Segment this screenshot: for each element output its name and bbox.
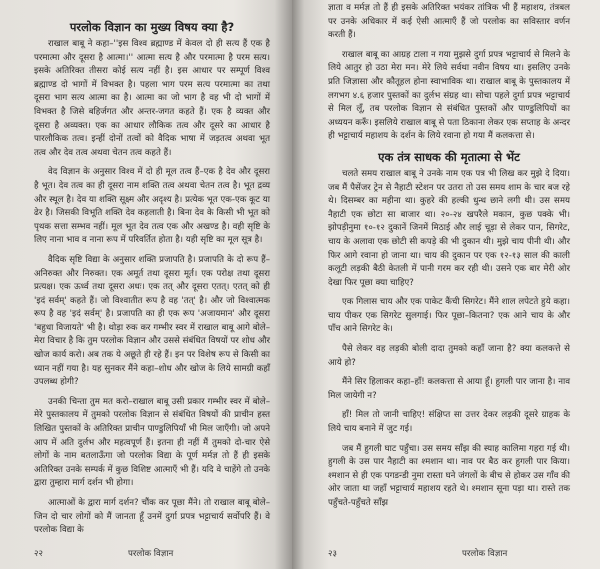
right-page-body [328,2,570,544]
left-page [0,0,292,569]
running-title: परलोक विज्ञान [128,548,174,559]
page-number: २३ [328,548,337,559]
paragraph: वेद विज्ञान के अनुसार विश्व में दो ही मूल तत्व हैं–एक है देव और दूसरा है भूत। देव तत्व का ही दूसरा नाम शक्ति तत्व अथवा चेतन तत्व है। भूत द्रव्य और स्थूल है। देव या शक्ति सूक्ष्म और अदृश्य है। प्रत्येक भूत एक-एक कूट या ढेर है। जिसकी विभूति शक्ति देव कहलाती है। बिना देव के किसी भी भूत को पृथक सत्ता सम्भव नहीं। मूल भूत देव तत्व एक और अखण्ड है। वही सृष्टि के लिए नाना भाव व नाना रूप में परिवर्तित होता है। यही सृष्टि का मूल सूत्र है। [34,167,270,246]
paragraph: मैंने सिर हिलाकर कहा–हाँ! कलकत्ता से आया हूँ। हुगली पार जाना है। नाव मिल जायेगी न? [328,377,570,401]
section-heading: परलोक विज्ञान का मुख्य विषय क्या है? [69,20,235,34]
paragraph: ज्ञाता व मर्मज्ञ तो हैं ही इसके अतिरिक्त भयंकर तांत्रिक भी हैं महाशय, तंत्रबल पर उनके अधिकार में कई ऐसी आत्माएँ हैं जो परलोक का सविस्तार वर्णन करती हैं। [328,3,570,41]
running-title: परलोक विज्ञान [462,548,508,559]
section-heading: एक तंत्र साधक की मृतात्मा से भेंट [378,149,520,164]
paragraph: राखाल बाबू ने कहा–''इस विश्व ब्रह्माण्ड में केवल दो ही सत्य हैं एक है परमात्मा और दूसरा है आत्मा।'' आत्मा सत्य है और परमात्मा है परम सत्य। इसके अतिरिक्त तीसरा कोई सत्य नहीं है। इस आधार पर सम्पूर्ण विश्व ब्रह्माण्ड दो भागों में विभक्त है। पहला भाग परम सत्य परमात्मा का तथा दूसरा भाग सत्य आत्मा का है। आत्मा का जो भाग है वह भी दो भागों में विभक्त है जिसे बहिर्जगत और अन्तर-जगत कहते हैं। एक है व्यक्त और दूसरा है अव्यक्त। एक का आधार लौकिक तत्व और दूसरे का आधार है पारलौकिक तत्व। इन्हीं दोनों तत्वों को वैदिक भाषा में जड़तत्व अथवा भूत तत्व और देव तत्व अथवा चेतन तत्व कहते हैं। [34,39,270,158]
page-footer [34,548,270,561]
paragraph: उनकी चिन्ता तुम मत करो–राखाल बाबू उसी प्रकार गम्भीर स्वर में बोले–मेरे पुस्तकालय में तुमको परलोक विज्ञान से संबंधित विषयों की प्राचीन हस्त लिखित पुस्तकों के अतिरिक्त प्राचीन पाण्डुलिपियाँ भी मिल जाएँगी। जो अपने आप में अति दुर्लभ और महत्वपूर्ण हैं। इतना ही नहीं मैं तुमको दो-चार ऐसे लोगों के नाम बतलाऊँगा जो परलोक विद्या के पूर्ण मर्मज्ञ तो हैं ही इसके अतिरिक्त उनके सम्पर्क में कुछ विशिष्ट आत्माएँ भी हैं। यदि वे चाहेंगे तो उनके द्वारा तुम्हारा मार्ग दर्शन भी होगा। [34,396,270,489]
paragraph: आत्माओं के द्वारा मार्ग दर्शन? चौंक कर पूछा मैंने। तो राखाल बाबू बोले–जिन दो चार लोगों को मैं जानता हूँ उनमें दुर्गा प्रपत्र भट्टाचार्य सर्वोपरि हैं। वे परलोक विद्या के [34,498,270,536]
page-footer [328,548,570,561]
left-page-body [34,18,270,544]
paragraph: हाँ! मिल तो जानी चाहिए! संक्षिप्त सा उत्तर देकर लड़की दूसरे ग्राहक के लिये चाय बनाने में जुट गई। [328,410,570,435]
paragraph: जब मैं हुगली घाट पहुँचा। उस समय साँझ की स्याह कालिमा गहरा गई थी। हुगली के उस पार नैहाटी का श्मशान था। नाव पर बैठ कर हुगली पार किया। श्मशान से ही एक पगडन्डी नुमा रास्ता घने जंगलों के बीच से होकर उस गाँव की ओर जाता था जहाँ भट्टाचार्य महाशय रहते थे। श्मशान सूना पड़ा था। रास्ते तक पहुँचते-पहुँचते साँझ [328,443,570,508]
paragraph: राखाल बाबू का आग्रह टाला न गया मुझसे दुर्गा प्रपत्र भट्टाचार्य से मिलने के लिये आतुर हो उठा मेरा मन। मेरे लिये सर्वथा नवीन विषय था। इसलिए उनके प्रति जिज्ञासा और कौतूहल होना स्वाभाविक था। राखाल बाबू के पुस्तकालय में लगभग ४.६ हजार पुस्तकों का दुर्लभ संग्रह था। सोचा पहले दुर्गा प्रपत्र भट्टाचार्य से मिल लूँ, तब परलोक विज्ञान से संबंधित पुस्तकों और पाण्डुलिपियों का अध्ययन करूँ। इसलिये राखाल बाबू से पता ठिकाना लेकर एक सप्ताह के अन्दर ही भट्टाचार्य महाशय के दर्शन के लिये रवाना हो गया मैं कलकत्ता से। [328,49,570,142]
paragraph: चलते समय राखाल बाबू ने उनके नाम एक पत्र भी लिख कर मुझे दे दिया। जब मैं पैसेंजर ट्रेन से नैहाटी स्टेशन पर उतरा तो उस समय शाम के चार बज रहे थे। दिसम्बर का महीना था। कुहरे की हल्की धुन्ध छाने लगी थी। उस समय नैहाटी एक छोटा सा बाजार था। २०-२४ खपरैले मकान, कुछ पक्के भी। झोपड़ीनुमा १०-१२ दुकानें जिनमें मिठाई और लाई चूड़ा से लेकर पान, सिगरेट, चाय के अलावा एक छोटी सी कपड़े की भी दुकान थी। मुझे चाय पीनी थी। और फिर आगे रवाना हो जाना था। चाय की दुकान पर एक १२-१३ साल की काली कलूटी लड़की बैठी केतली में पानी गरम कर रही थी। उसने एक बार मेरी ओर देखा फिर पूछा क्या चाहिए? [328,168,570,288]
page-number: २२ [34,548,43,559]
paragraph: एक गिलास चाय और एक पाकेट कैंची सिगरेट। मैंने शाल लपेटते हुये कहा। चाय पीकर एक सिगरेट सुलगाई। फिर पूछा–कितना? एक आने चाय के और पाँच आने सिगरेट के। [328,297,570,335]
paragraph: पैसे लेकर वह लड़की बोली दादा तुमको कहाँ जाना है? क्या कलकत्ते से आये हो? [328,344,570,368]
paragraph: वैदिक सृष्टि विद्या के अनुसार शक्ति प्रजापति है। प्रजापति के दो रूप हैं– अनिरुक्त और निरुक्त। एक अमूर्त तथा दूसरा मूर्त। एक परोक्ष तथा दूसरा प्रत्यक्ष। एक ऊर्ध्व तथा दूसरा अधः। एक तत् और दूसरा एतत्। एतत् को ही 'इदं सर्वम्' कहते हैं। जो विश्वातीत रूप है वह 'तत्' है। और जो विश्वात्मक रूप है वह 'इदं सर्वम्' है। प्रजापति का ही एक रूप 'अजायमान' और दूसरा 'बहुधा विजायते' भी है। थोड़ा रुक कर गम्भीर स्वर में राखाल बाबू आगे बोले–मेरा विचार है कि तुम परलोक विज्ञान और उससे संबंधित विषयों पर शोध और खोज कार्य करो। अब तक ये अछूते ही रहे हैं। इन पर विशेष रूप से किसी का ध्यान नहीं गया है। यह सुनकर मैंने कहा–शोध और खोज के लिये सामग्री कहाँ उपलब्ध होगी? [34,254,270,388]
right-page [292,0,600,569]
